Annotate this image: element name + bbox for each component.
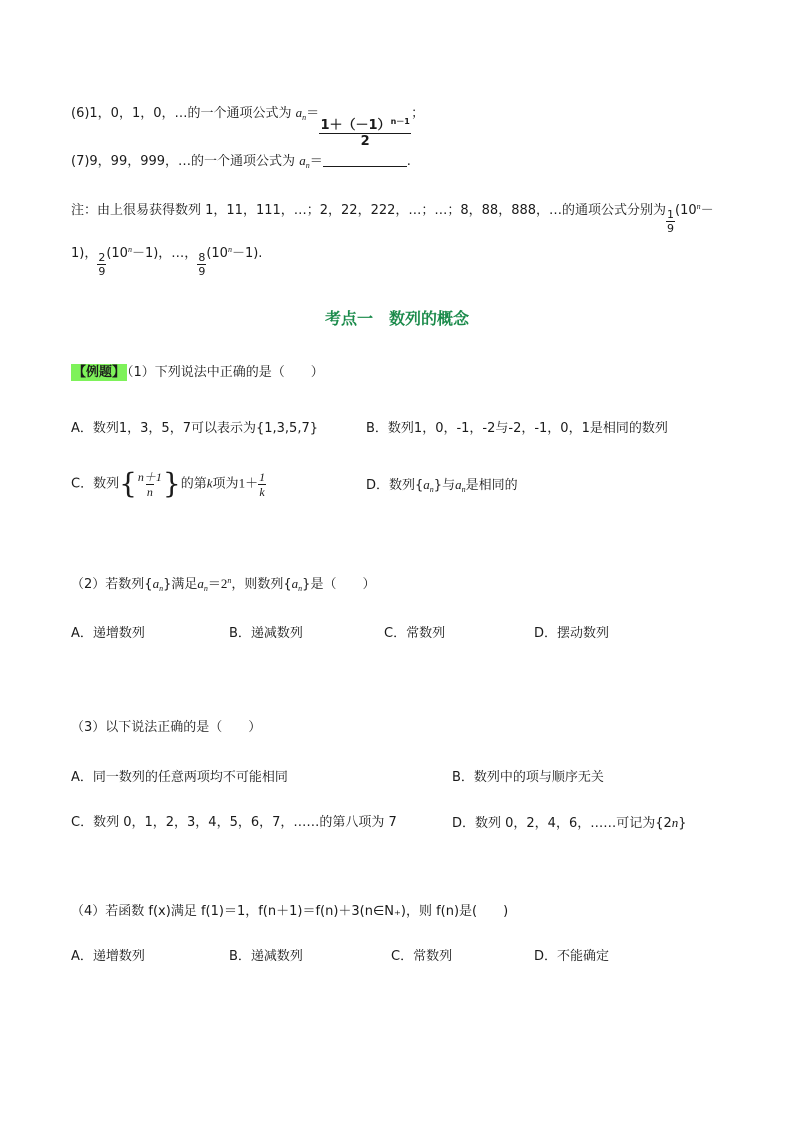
item-6-suffix: ；	[411, 106, 425, 121]
item-7-answer-blank[interactable]	[323, 154, 407, 167]
q3-option-c[interactable]: C．数列 0，1，2，3，4，5，6，7，……的第八项为 7	[71, 815, 397, 830]
note-tail-1-end: －	[700, 203, 714, 218]
item-7	[71, 154, 411, 170]
item-7-eq: ＝	[309, 154, 323, 169]
note-line-2-end: －1).	[231, 246, 263, 261]
item-7-an-sub: n	[305, 161, 310, 170]
q2-formula: ＝2	[207, 576, 228, 591]
note-line-2-start: 1)，	[71, 246, 98, 261]
q2-n3: n	[298, 584, 303, 593]
q1-d-prefix: D．数列	[366, 478, 416, 493]
q3-d-prefix: D．数列 0，2，4，6，……可记为{2	[452, 816, 672, 831]
q1-d-n2: n	[461, 485, 466, 494]
q2-a3: a	[291, 576, 299, 591]
q1-c-k: k	[206, 475, 213, 491]
note-frac-1	[666, 209, 675, 234]
q2-stem-suffix: 是（ ）	[310, 577, 376, 592]
q1-c-prefix: C．数列	[71, 476, 120, 492]
item-6-prefix: (6)1，0，1，0，…的一个通项公式为	[71, 106, 296, 121]
note-line-2	[71, 246, 262, 277]
q2-option-b[interactable]: B．递减数列	[229, 626, 303, 641]
q2-a2: a	[197, 576, 204, 591]
note-line-1	[71, 203, 714, 234]
q4-option-c[interactable]: C．常数列	[391, 949, 453, 964]
q4-option-d[interactable]: D．不能确定	[534, 949, 610, 964]
q3-stem: （3）以下说法正确的是（ ）	[71, 720, 262, 735]
q1-d-mid: 与	[442, 478, 456, 493]
q1-d-suffix: 是相同的	[465, 478, 518, 493]
section-title: 考点一 数列的概念	[324, 309, 469, 328]
note-tail-1: (10	[675, 203, 697, 218]
item-6-an: a	[295, 105, 303, 120]
note-frac-2-den: 9	[98, 265, 106, 278]
item-6-an-sub: n	[302, 113, 307, 122]
q1-c-frac-num: n＋1	[137, 469, 162, 484]
item-6-denominator: 2	[319, 133, 411, 148]
q2-stem-prefix: （2）若数列	[71, 577, 145, 592]
item-6-exponent: n－1	[390, 117, 410, 126]
note-frac-1-den: 9	[667, 222, 675, 235]
q3-d-suffix: }	[678, 816, 687, 831]
item-7-suffix: .	[406, 154, 411, 169]
item-6-eq: ＝	[306, 106, 320, 121]
note-frac-2-num: 2	[98, 251, 106, 264]
q4-option-b[interactable]: B．递减数列	[229, 949, 303, 964]
q3-d-n: n	[671, 815, 679, 830]
note-line-2-tail: (10	[206, 246, 228, 261]
q2-mid: 满足	[171, 577, 198, 592]
note-line-2-tail-exp: n	[227, 245, 232, 254]
note-frac-2	[97, 252, 106, 277]
q1-stem-line	[71, 366, 324, 379]
q1-c-mid2: 项为	[212, 476, 239, 492]
q1-c-frac	[137, 471, 163, 498]
q4-stem: （4）若函数 f(x)满足 f(1)＝1，f(n＋1)＝f(n)＋3(n∈N₊)，则 f(n)是( )	[71, 904, 509, 919]
item-6	[71, 106, 424, 148]
q2-option-c[interactable]: C．常数列	[384, 626, 446, 641]
q1-stem: （1）下列说法中正确的是（ ）	[127, 365, 324, 380]
q1-c-frac2-num: 1	[259, 469, 266, 484]
example-tag: 【例题】	[73, 365, 126, 380]
q4-option-a[interactable]: A．递增数列	[71, 949, 145, 964]
q1-d-a2: a	[455, 477, 462, 492]
q3-option-a[interactable]: A．同一数列的任意两项均不可能相同	[71, 770, 288, 785]
note-frac-3-den: 9	[198, 265, 206, 278]
note-frac-3-num: 8	[198, 251, 206, 264]
q3-option-d[interactable]	[452, 816, 687, 830]
q2-n: n	[159, 584, 164, 593]
note-line-2-mid: (10	[106, 246, 128, 261]
q2-mid2: ，则数列	[231, 577, 284, 592]
note-frac-1-num: 1	[667, 208, 675, 221]
note-line-2-mid-end: －1)，…，	[131, 246, 198, 261]
item-6-numerator: 1＋（－1）	[320, 118, 391, 133]
item-7-prefix: (7)9，99，999，…的一个通项公式为	[71, 154, 300, 169]
note-tail-1-exp: n	[696, 202, 701, 211]
q2-option-d[interactable]: D．摆动数列	[534, 626, 610, 641]
q1-option-b[interactable]: B．数列1，0，-1，-2与-2，-1，0，1是相同的数列	[366, 421, 668, 436]
q1-c-one-plus: 1＋	[238, 475, 259, 491]
item-7-an: a	[299, 153, 306, 168]
note-frac-3	[197, 252, 206, 277]
q1-c-frac-den: n	[146, 484, 153, 499]
q1-c-frac2-den: k	[259, 484, 265, 499]
q2-n2: n	[203, 584, 208, 593]
note-text: 注：由上很易获得数列 1，11，111，…；2，22，222，…；…；8，88，888，…的通项公式分别为	[71, 203, 667, 218]
q2-option-a[interactable]: A．递增数列	[71, 626, 145, 641]
q1-option-d[interactable]: D．数列$\{a_n\}$与$a_n$是相同的	[366, 477, 518, 494]
q1-option-c[interactable]	[71, 467, 266, 500]
q2-stem: （2）若数列$\{a_n\}$满足$a_n=2^n$，则数列$\{a_n\}$是（ ）	[71, 576, 376, 593]
q2-formula-exp: n	[227, 576, 232, 585]
q1-d-a: a	[423, 477, 430, 492]
q2-a: a	[152, 576, 160, 591]
item-6-fraction	[319, 118, 411, 148]
q1-d-n: n	[429, 485, 434, 494]
right-brace-icon: }	[162, 467, 181, 500]
note-line-2-exp: n	[127, 245, 132, 254]
q1-c-mid: 的第	[180, 476, 207, 492]
left-brace-icon: {	[119, 467, 137, 500]
q1-c-frac2	[258, 471, 266, 498]
q1-option-a[interactable]: A．数列1，3，5，7可以表示为{1,3,5,7}	[71, 421, 319, 436]
q3-option-b[interactable]: B．数列中的项与顺序无关	[452, 770, 604, 785]
